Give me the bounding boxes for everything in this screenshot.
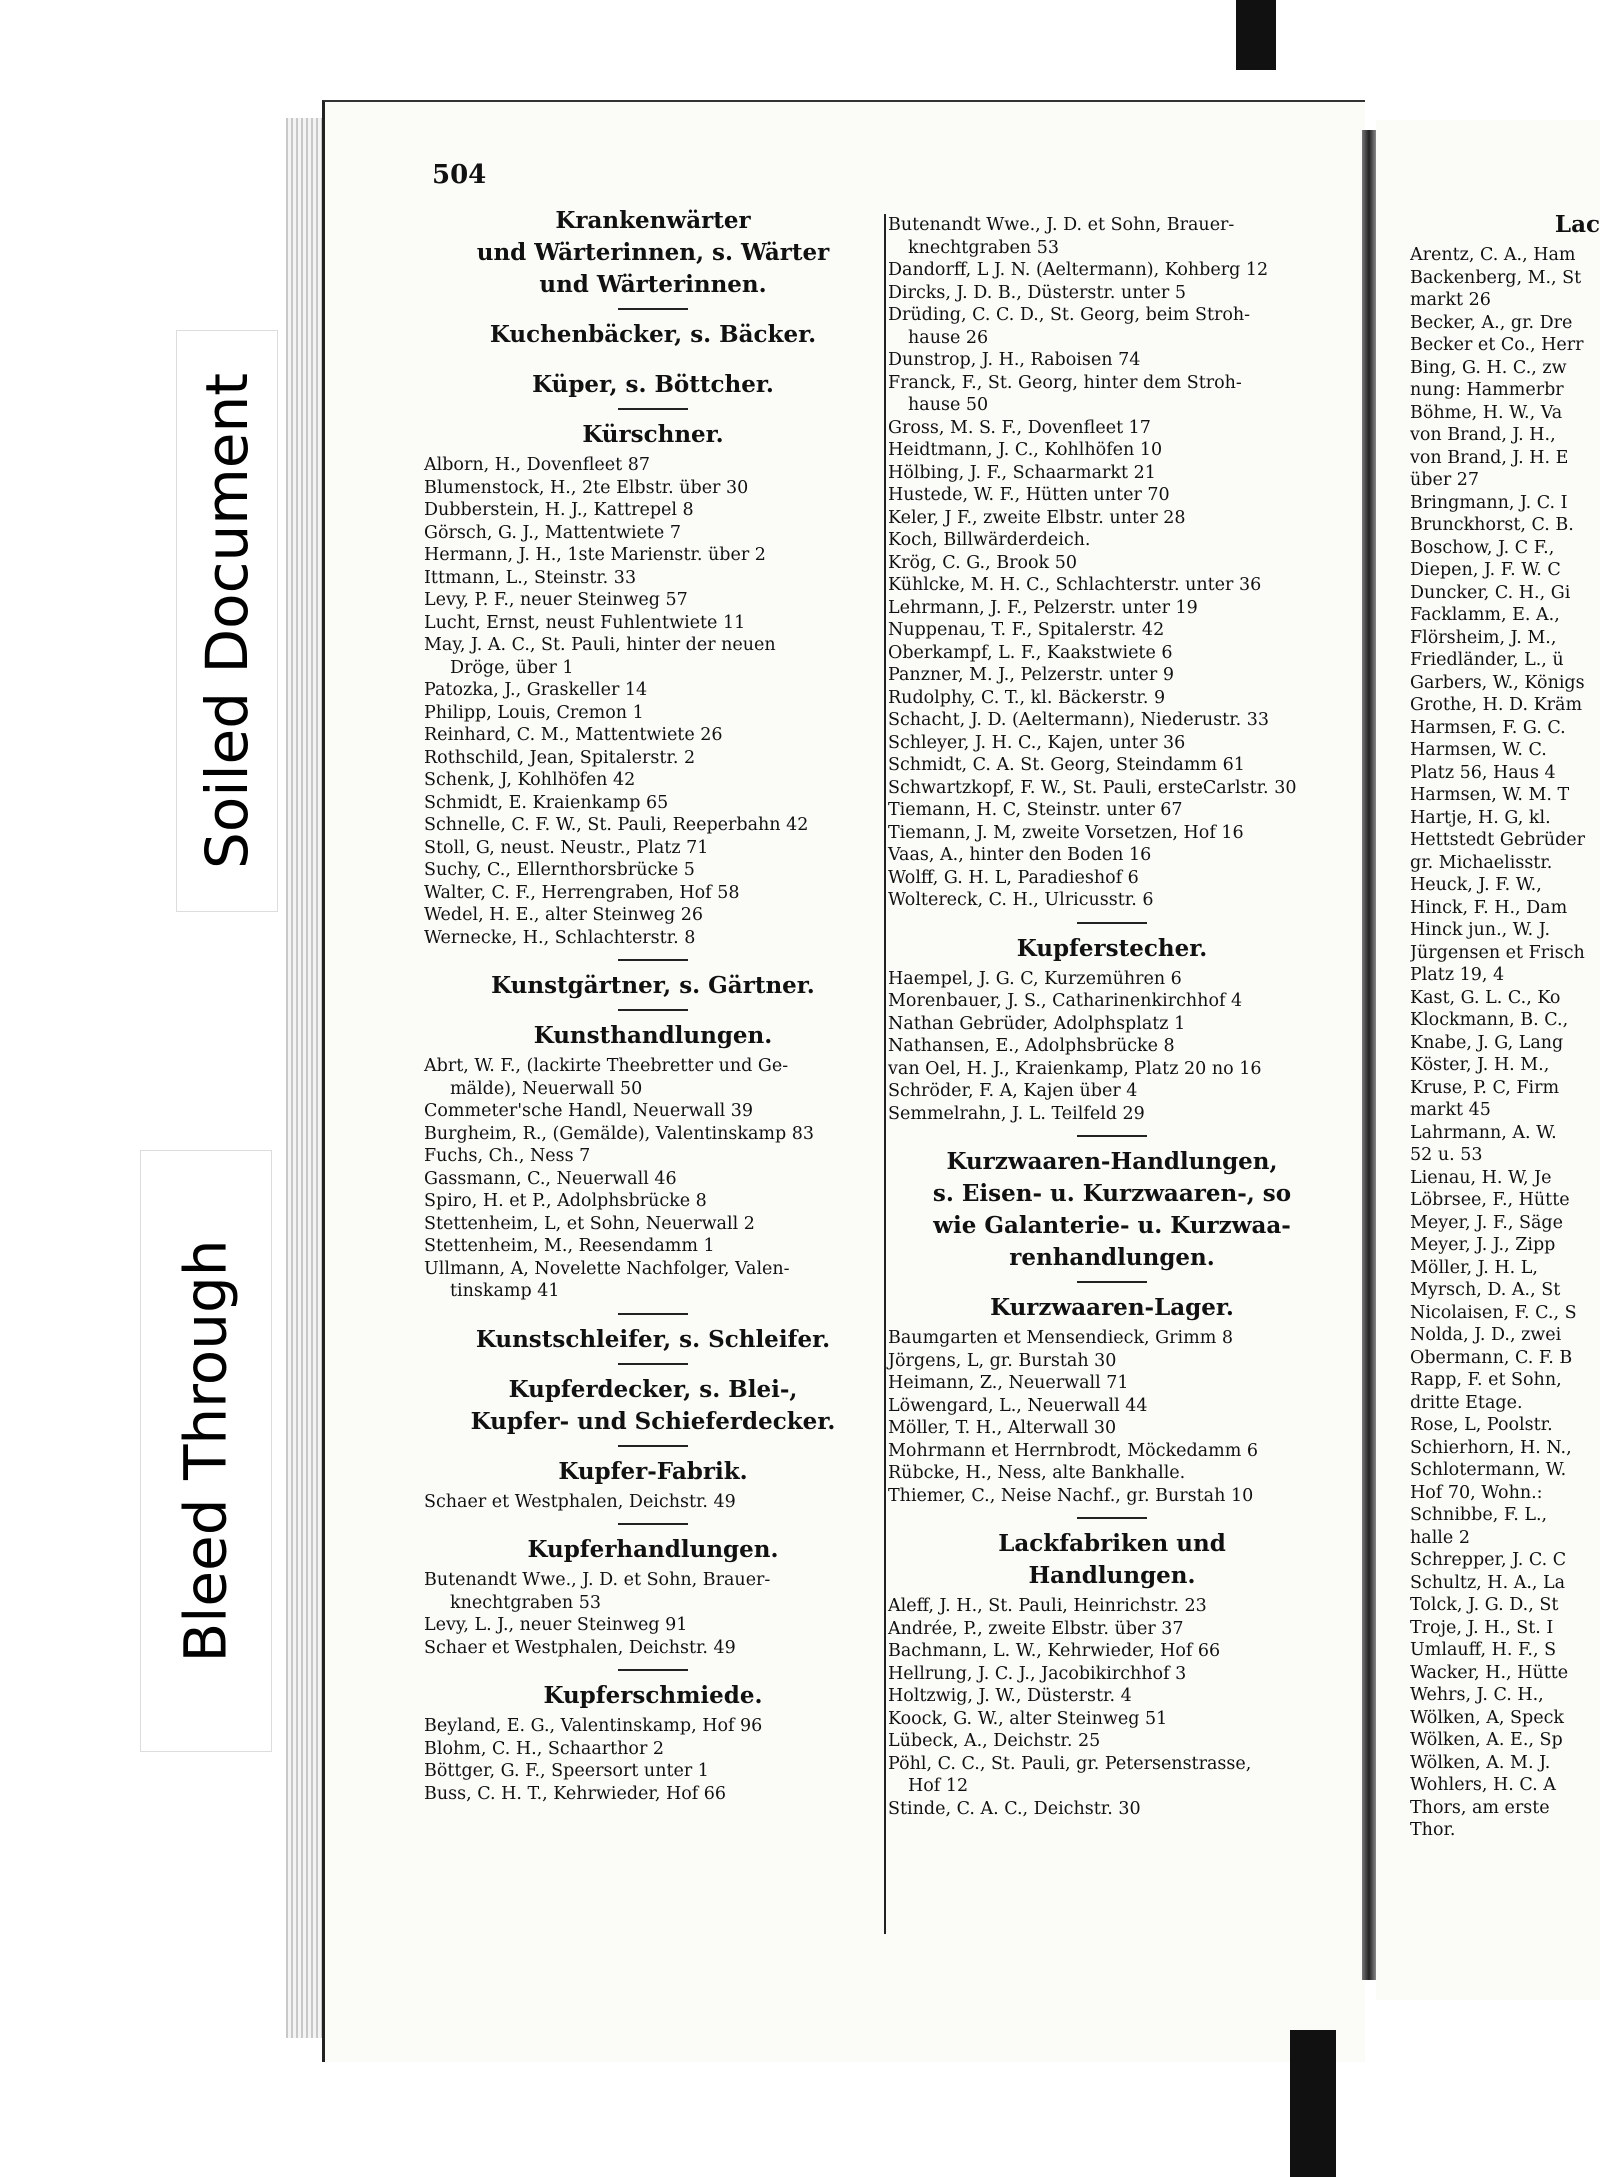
directory-entry: Vaas, A., hinter den Boden 16 [888, 845, 1152, 865]
directory-entry: Lucht, Ernst, neust Fuhlentwiete 11 [424, 612, 746, 633]
directory-entry: van Oel, H. J., Kraienkamp, Platz 20 no 16 [888, 1058, 1262, 1079]
directory-entry: Schierhorn, H. N., [1410, 1437, 1572, 1458]
directory-entry: von Brand, J. H. E [1410, 447, 1569, 468]
directory-entry: Schrepper, J. C. C [1410, 1550, 1567, 1570]
directory-entry: Köster, J. H. M., [1410, 1055, 1550, 1075]
directory-entry: Schlotermann, W. [1410, 1460, 1567, 1480]
directory-entry: Koch, Billwärderdeich. [888, 530, 1091, 550]
directory-entry: Klockmann, B. C., [1410, 1010, 1569, 1030]
directory-entry: Butenandt Wwe., J. D. et Sohn, Brauer- [888, 215, 1235, 235]
directory-entry: Lehrmann, J. F., Pelzerstr. unter 19 [888, 597, 1198, 618]
directory-entry: Commeter'sche Handl, Neuerwall 39 [424, 1101, 753, 1121]
directory-entry: Nicolaisen, F. C., S [1410, 1302, 1577, 1323]
directory-entry: Harmsen, W. C. [1410, 740, 1547, 760]
directory-entry: Becker, A., gr. Dre [1410, 312, 1573, 333]
directory-entry: Hinck jun., W. J. [1410, 920, 1551, 940]
directory-entry: Heuck, J. F. W., [1410, 875, 1542, 895]
directory-entry: Rapp, F. et Sohn, [1410, 1370, 1562, 1390]
directory-entry: Nolda, J. D., zwei [1410, 1325, 1562, 1345]
directory-entry: dritte Etage. [1410, 1392, 1523, 1413]
directory-entry: Rose, L, Poolstr. [1410, 1415, 1553, 1435]
directory-entry: Becker et Co., Herr [1410, 335, 1584, 355]
section-heading: Kunsthandlungen. [533, 1022, 773, 1049]
directory-entry: Reinhard, C. M., Mattentwiete 26 [424, 725, 723, 745]
directory-entry: Wolff, G. H. L, Paradieshof 6 [888, 867, 1139, 888]
section-heading: Kunstschleifer, s. Schleifer. [475, 1325, 831, 1353]
directory-entry: Böttger, G. F., Speersort unter 1 [424, 1761, 709, 1781]
directory-entry: Spiro, H. et P., Adolphsbrücke 8 [424, 1191, 707, 1211]
section-heading: Kürschner. [582, 421, 724, 448]
directory-entry: Jörgens, L, gr. Burstah 30 [888, 1350, 1117, 1371]
section-heading: Kupferstecher. [1016, 934, 1208, 962]
directory-column-middle [884, 214, 1336, 1934]
section-divider [618, 1009, 688, 1011]
section-heading: Küper, s. Böttcher. [532, 371, 774, 398]
directory-entry: über 27 [1410, 470, 1480, 490]
directory-entry: Blumenstock, H., 2te Elbstr. über 30 [424, 477, 749, 498]
directory-entry: Wölken, A. M. J. [1410, 1752, 1551, 1773]
directory-entry: Hellrung, J. C. J., Jacobikirchhof 3 [888, 1663, 1187, 1684]
directory-entry: Aleff, J. H., St. Pauli, Heinrichstr. 23 [888, 1596, 1207, 1616]
directory-entry: Schnibbe, F. L., [1410, 1505, 1548, 1525]
directory-entry: Dunstrop, J. H., Raboisen 74 [888, 350, 1141, 370]
section-divider [618, 1523, 688, 1525]
entry-continuation: tinskamp 41 [450, 1281, 560, 1301]
directory-entry: Drüding, C. C. D., St. Georg, beim Stroh- [888, 305, 1251, 325]
directory-entry: Lübeck, A., Deichstr. 25 [888, 1731, 1101, 1751]
section-heading: Kupferdecker, s. Blei-, [508, 1375, 798, 1403]
directory-entry: Hinck, F. H., Dam [1410, 897, 1568, 918]
entry-continuation: Hof 12 [908, 1776, 969, 1796]
directory-entry: Schacht, J. D. (Aeltermann), Niederustr. 33 [888, 710, 1270, 730]
directory-entry: Heidtmann, J. C., Kohlhöfen 10 [888, 440, 1163, 460]
directory-entry: Knabe, J. G, Lang [1410, 1032, 1564, 1053]
section-divider [1077, 1517, 1147, 1519]
directory-entry: Hof 70, Wohn.: [1410, 1482, 1543, 1503]
section-heading: Kupfer-Fabrik. [558, 1457, 748, 1485]
section-divider [618, 1363, 688, 1365]
directory-entry: Baumgarten et Mensendieck, Grimm 8 [888, 1328, 1234, 1348]
directory-entry: Wölken, A, Speck [1410, 1707, 1565, 1728]
directory-entry: Schaer et Westphalen, Deichstr. 49 [424, 1637, 736, 1658]
directory-entry: Dircks, J. D. B., Düsterstr. unter 5 [888, 282, 1186, 303]
directory-entry: Wehrs, J. C. H., [1410, 1685, 1544, 1705]
directory-entry: Schröder, F. A, Kajen über 4 [888, 1081, 1138, 1101]
directory-entry: Facklamm, E. A., [1410, 605, 1560, 625]
directory-entry: Tolck, J. G. D., St [1410, 1595, 1559, 1615]
directory-entry: Butenandt Wwe., J. D. et Sohn, Brauer- [424, 1570, 771, 1590]
directory-entry: Friedländer, L., ü [1410, 650, 1564, 670]
directory-entry: Hustede, W. F., Hütten unter 70 [888, 485, 1170, 505]
directory-entry: Pöhl, C. C., St. Pauli, gr. Petersenstrasse, [888, 1753, 1252, 1774]
section-heading: wie Galanterie- u. Kurzwaa- [933, 1212, 1291, 1239]
directory-entry: Walter, C. F., Herrengraben, Hof 58 [424, 882, 740, 903]
section-heading: und Wärterinnen, s. Wärter [476, 239, 830, 266]
section-divider [1077, 1281, 1147, 1283]
directory-column-left [424, 204, 882, 1805]
directory-entry: Morenbauer, J. S., Catharinenkirchhof 4 [888, 991, 1243, 1011]
directory-entry: Philipp, Louis, Cremon 1 [424, 702, 644, 723]
directory-entry: Semmelrahn, J. L. Teilfeld 29 [888, 1103, 1145, 1124]
directory-entry: Buss, C. H. T., Kehrwieder, Hof 66 [424, 1783, 727, 1804]
directory-entry: Hermann, J. H., 1ste Marienstr. über 2 [424, 545, 766, 565]
directory-entry: Gross, M. S. F., Dovenfleet 17 [888, 417, 1151, 438]
directory-entry: Gassmann, C., Neuerwall 46 [424, 1168, 677, 1189]
section-divider [618, 1313, 688, 1315]
directory-entry: Thor. [1410, 1820, 1456, 1840]
directory-entry: Kühlcke, M. H. C., Schlachterstr. unter 36 [888, 575, 1262, 595]
directory-entry: Nathansen, E., Adolphsbrücke 8 [888, 1036, 1175, 1056]
directory-entry: Stinde, C. A. C., Deichstr. 30 [888, 1798, 1141, 1819]
directory-entry: Schmidt, E. Kraienkamp 65 [424, 792, 669, 813]
entry-continuation: Dröge, über 1 [450, 657, 574, 678]
section-divider [1077, 1135, 1147, 1137]
directory-entry: Schwartzkopf, F. W., St. Pauli, ersteCarlstr. 30 [888, 777, 1297, 798]
directory-entry: Schmidt, C. A. St. Georg, Steindamm 61 [888, 755, 1245, 775]
directory-entry: Arentz, C. A., Ham [1410, 245, 1576, 265]
directory-entry: Meyer, J. F., Säge [1410, 1212, 1563, 1233]
directory-column-right-partial [1410, 208, 1600, 1842]
directory-entry: Schnelle, C. F. W., St. Pauli, Reeperbahn 42 [424, 815, 809, 835]
directory-entry: Oberkampf, L. F., Kaakstwiete 6 [888, 642, 1173, 663]
directory-entry: Abrt, W. F., (lackirte Theebretter und Ge- [424, 1056, 789, 1076]
directory-entry: Diepen, J. F. W. C [1410, 560, 1561, 580]
directory-entry: Troje, J. H., St. I [1410, 1617, 1554, 1638]
directory-entry: Haempel, J. G. C, Kurzemühren 6 [888, 968, 1182, 989]
directory-entry: Beyland, E. G., Valentinskamp, Hof 96 [424, 1716, 763, 1736]
page-number: 504 [432, 160, 487, 190]
directory-entry: Schaer et Westphalen, Deichstr. 49 [424, 1491, 736, 1512]
section-heading: und Wärterinnen. [539, 271, 767, 298]
directory-entry: Garbers, W., Königs [1410, 672, 1585, 693]
directory-entry: Wohlers, H. C. A [1410, 1775, 1556, 1795]
directory-entry: Levy, P. F., neuer Steinweg 57 [424, 590, 688, 610]
entry-continuation: knechtgraben 53 [450, 1592, 601, 1613]
directory-entry: markt 26 [1410, 290, 1491, 310]
directory-entry: Levy, L. J., neuer Steinweg 91 [424, 1615, 688, 1635]
directory-entry: Kast, G. L. C., Ko [1410, 987, 1561, 1008]
directory-entry: Schleyer, J. H. C., Kajen, unter 36 [888, 732, 1186, 753]
directory-entry: halle 2 [1410, 1527, 1470, 1548]
directory-entry: Grothe, H. D. Kräm [1410, 695, 1583, 715]
directory-entry: Meyer, J. J., Zipp [1410, 1235, 1556, 1255]
directory-entry: Harmsen, F. G. C. [1410, 717, 1566, 738]
directory-entry: Fuchs, Ch., Ness 7 [424, 1146, 591, 1166]
directory-entry: Keler, J F., zweite Elbstr. unter 28 [888, 507, 1186, 528]
directory-entry: Obermann, C. F. B [1410, 1347, 1573, 1368]
section-divider [618, 959, 688, 961]
directory-entry: Alborn, H., Dovenfleet 87 [424, 455, 651, 475]
bleed-through-label [140, 1150, 272, 1752]
directory-entry: Backenberg, M., St [1410, 267, 1582, 288]
directory-entry: May, J. A. C., St. Pauli, hinter der neuen [424, 635, 776, 655]
entry-continuation: mälde), Neuerwall 50 [450, 1078, 643, 1099]
directory-entry: Rudolphy, C. T., kl. Bäckerstr. 9 [888, 687, 1166, 708]
directory-entry: Dandorff, L J. N. (Aeltermann), Kohberg 12 [888, 260, 1269, 280]
directory-entry: Umlauff, H. F., S [1410, 1640, 1557, 1660]
directory-entry: Hettstedt Gebrüder [1410, 830, 1585, 850]
directory-entry: markt 45 [1410, 1100, 1491, 1120]
entry-continuation: hause 26 [908, 327, 989, 348]
section-heading: renhandlungen. [1009, 1244, 1215, 1271]
bleed-through-label-text: Bleed Through [172, 1239, 241, 1663]
section-heading: Kupferschmiede. [543, 1682, 763, 1709]
directory-entry: Löwengard, L., Neuerwall 44 [888, 1395, 1148, 1416]
section-divider [618, 308, 688, 310]
directory-entry: Stettenheim, M., Reesendamm 1 [424, 1236, 715, 1256]
directory-entry: Rothschild, Jean, Spitalerstr. 2 [424, 747, 696, 768]
section-heading: Kuchenbäcker, s. Bäcker. [489, 321, 817, 348]
entry-continuation: hause 50 [908, 395, 989, 415]
directory-entry: Brunckhorst, C. B. [1410, 515, 1574, 535]
directory-entry: Schenk, J, Kohlhöfen 42 [424, 770, 636, 790]
section-divider [618, 1669, 688, 1671]
directory-entry: Boschow, J. C F., [1410, 537, 1555, 558]
directory-entry: Wacker, H., Hütte [1410, 1662, 1569, 1683]
directory-entry: nung: Hammerbr [1410, 380, 1564, 400]
directory-entry: Böhme, H. W., Va [1410, 402, 1563, 423]
section-heading: Kupferhandlungen. [527, 1536, 779, 1563]
directory-entry: Patozka, J., Graskeller 14 [424, 680, 648, 700]
directory-entry: 52 u. 53 [1410, 1145, 1483, 1165]
directory-entry: gr. Michaelisstr. [1410, 852, 1553, 873]
directory-entry: Rübcke, H., Ness, alte Bankhalle. [888, 1463, 1186, 1483]
directory-entry: Kruse, P. C, Firm [1410, 1077, 1560, 1098]
directory-entry: Nuppenau, T. F., Spitalerstr. 42 [888, 620, 1165, 640]
directory-entry: Hölbing, J. F., Schaarmarkt 21 [888, 462, 1156, 483]
directory-entry: Koock, G. W., alter Steinweg 51 [888, 1708, 1168, 1729]
directory-entry: Bachmann, L. W., Kehrwieder, Hof 66 [888, 1641, 1221, 1661]
directory-entry: Möller, J. H. L, [1410, 1257, 1538, 1278]
directory-entry: Panzner, M. J., Pelzerstr. unter 9 [888, 665, 1174, 685]
directory-entry: Harmsen, W. M. T [1410, 785, 1570, 805]
directory-entry: Holtzwig, J. W., Düsterstr. 4 [888, 1686, 1132, 1706]
directory-entry: Wernecke, H., Schlachterstr. 8 [424, 927, 696, 948]
directory-entry: Flörsheim, J. M., [1410, 627, 1557, 648]
section-heading: Kurzwaaren-Lager. [990, 1294, 1234, 1321]
bottom-edge-shadow [1290, 2030, 1336, 2177]
section-divider [618, 1445, 688, 1447]
directory-entry: von Brand, J. H., [1410, 425, 1556, 445]
page-stack-edge [286, 118, 326, 2038]
soiled-document-label-text: Soiled Document [193, 373, 262, 869]
directory-entry: Bing, G. H. C., zw [1410, 357, 1567, 378]
directory-entry: Burgheim, R., (Gemälde), Valentinskamp 83 [424, 1123, 815, 1144]
spacer [424, 354, 882, 368]
directory-entry: Platz 19, 4 [1410, 965, 1505, 985]
directory-entry: Hartje, H. G, kl. [1410, 807, 1551, 828]
soiled-document-label [176, 330, 278, 912]
section-divider [618, 408, 688, 410]
section-heading: Handlungen. [1028, 1562, 1196, 1589]
section-heading: Krankenwärter [555, 207, 751, 234]
directory-entry: Nathan Gebrüder, Adolphsplatz 1 [888, 1013, 1186, 1034]
directory-entry: Wedel, H. E., alter Steinweg 26 [424, 905, 704, 925]
directory-entry: Görsch, G. J., Mattentwiete 7 [424, 522, 681, 543]
directory-entry: Thiemer, C., Neise Nachf., gr. Burstah 10 [888, 1485, 1254, 1506]
section-heading: Lackfabriken und [998, 1530, 1226, 1557]
directory-entry: Lahrmann, A. W. [1410, 1122, 1557, 1143]
directory-entry: Tiemann, J. M, zweite Vorsetzen, Hof 16 [888, 822, 1244, 843]
directory-entry: Duncker, C. H., Gi [1410, 582, 1571, 603]
directory-entry: Heimann, Z., Neuerwall 71 [888, 1373, 1129, 1393]
directory-entry: Mohrmann et Herrnbrodt, Möckedamm 6 [888, 1440, 1258, 1461]
directory-entry: Schultz, H. A., La [1410, 1572, 1566, 1593]
section-heading: s. Eisen- u. Kurzwaaren-, so [932, 1180, 1292, 1207]
directory-entry: Franck, F., St. Georg, hinter dem Stroh- [888, 372, 1242, 393]
directory-entry: Myrsch, D. A., St [1410, 1280, 1561, 1300]
directory-entry: Wölken, A. E., Sp [1410, 1730, 1563, 1750]
section-heading: Lac [1554, 211, 1600, 238]
directory-entry: Thors, am erste [1410, 1797, 1550, 1818]
section-heading: Kupfer- und Schieferdecker. [470, 1407, 836, 1435]
top-edge-shadow [1236, 0, 1276, 70]
directory-entry: Dubberstein, H. J., Kattrepel 8 [424, 500, 694, 520]
directory-entry: Löbrsee, F., Hütte [1410, 1190, 1570, 1210]
directory-entry: Woltereck, C. H., Ulricusstr. 6 [888, 890, 1154, 910]
section-divider [1077, 922, 1147, 924]
directory-entry: Lienau, H. W, Je [1410, 1167, 1552, 1188]
directory-entry: Stettenheim, L, et Sohn, Neuerwall 2 [424, 1213, 755, 1234]
directory-entry: Bringmann, J. C. I [1410, 492, 1568, 513]
directory-entry: Platz 56, Haus 4 [1410, 762, 1556, 783]
section-heading: Kurzwaaren-Handlungen, [946, 1148, 1278, 1175]
entry-continuation: knechtgraben 53 [908, 237, 1059, 258]
section-heading: Kunstgärtner, s. Gärtner. [491, 972, 815, 999]
directory-entry: Ullmann, A, Novelette Nachfolger, Valen- [424, 1258, 790, 1279]
directory-entry: Ittmann, L., Steinstr. 33 [424, 567, 637, 588]
directory-entry: Krög, C. G., Brook 50 [888, 552, 1077, 573]
directory-entry: Andrée, P., zweite Elbstr. über 37 [888, 1618, 1184, 1639]
directory-entry: Blohm, C. H., Schaarthor 2 [424, 1738, 665, 1759]
directory-entry: Jürgensen et Frisch [1410, 942, 1585, 963]
directory-entry: Möller, T. H., Alterwall 30 [888, 1418, 1117, 1438]
directory-entry: Tiemann, H. C, Steinstr. unter 67 [888, 800, 1183, 820]
book-gutter [1362, 130, 1376, 1980]
directory-entry: Stoll, G, neust. Neustr., Platz 71 [424, 837, 709, 858]
directory-entry: Suchy, C., Ellernthorsbrücke 5 [424, 860, 695, 880]
